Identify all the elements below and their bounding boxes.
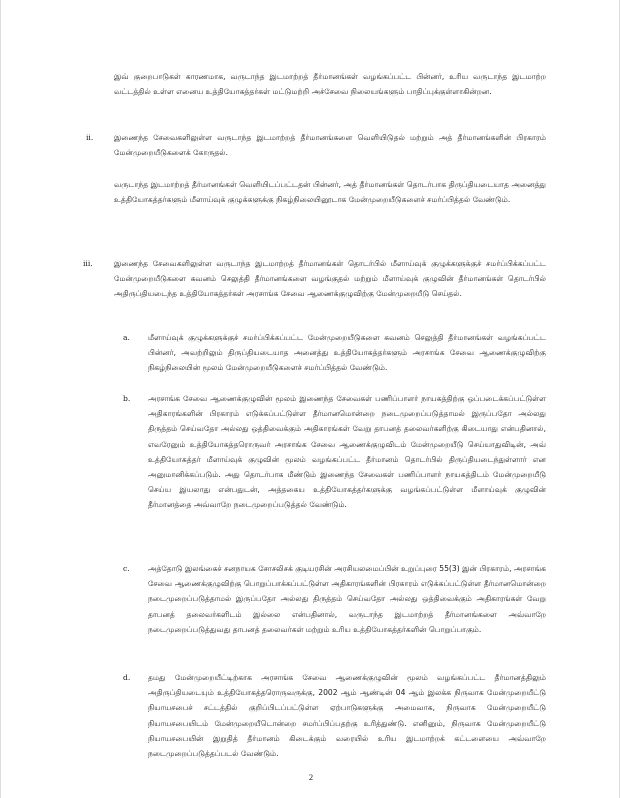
item-iii-heading: இணைந்த சேவைகளிலுள்ள வருடாந்த இடமாற்றத் தீர்மானங்கள் தொடர்பில் மீளாய்வுக் குழுக்களுக்குச் சமர்ப்பிக்கப்பட்ட மேன்முறையீடுகளை கவனம் செலுத்தி தீர்மானங்களை வழங்குதல் மற்றும் மீளாய்வுக் குழுவின் தீர்மானங்கள் தொடர்பில் அதிருப்தியடைந்த உத்தியோகத்தர்கள் அரசாங்க சேவை ஆணைக்குழுவிற்கு மேன்முறையீடு செய்தல். [114, 259, 546, 299]
subitem-marker-a: a. [123, 333, 130, 342]
subitem-b-text: அரசாங்க சேவை ஆணைக்குழுவின் மூலம் இணைந்த சேவைகள் பணிப்பாளர் நாயகத்திற்கு ஒப்படைக்கப்பட்டுள்ள அதிகாரங்களின் பிரகாரம் எடுக்கப்பட்டுள்ள தீர்மானமொன்றை நடைமுறைப்படுத்தாமல் இருப்பதோ அல்லது திருத்தம் செய்வதோ அல்லது ஒத்திவைக்கும் அதிகாரங்கள் வேறு தாபனத் தலைவர்களிற்கு கிடையாது என்பதினால், எவரேனும் உத்தியோகத்தரொருவர் அரசாங்க சேவை ஆணைக்குழுவிடம் மேன்முறையீடு செய்யாதுவிடின், அவ் உத்தியோகத்தர் மீளாய்வுக் குழுவின் மூலம் வழங்கப்பட்ட தீர்மானம் தொடர்பில் திருப்தியடைந்துள்ளார் என அனுமானிக்கப்படும். அது தொடர்பாக மீண்டும் இணைந்த சேவைகள் பணிப்பாளர் நாயகத்திடம் மேன்முறையீடு செய்ய இயலாது என்பதுடன், அத்தகைய உத்தியோகத்தர்களுக்கு வழங்கப்பட்டுள்ள மீளாய்வுக் குழுவின் தீர்மானத்தை அவ்வாறே நடைமுறைப்படுத்தல் வேண்டும். [148, 394, 546, 510]
list-marker-ii: ii. [86, 133, 94, 142]
item-ii-heading: இணைந்த சேவைகளிலுள்ள வருடாந்த இடமாற்றத் தீர்மானங்களை வெளியிடுதல் மற்றும் அத் தீர்மானங்களின் பிரகாரம் மேன்முறையீடுகளைக் கோருதல். [114, 133, 546, 158]
subitem-marker-c: c. [123, 564, 130, 573]
page-number: 2 [308, 772, 314, 782]
subitem-a-text: மீளாய்வுக் குழுக்களுக்குச் சமர்ப்பிக்கப்பட்ட மேன்முறையீடுகளை கவனம் செலுத்தி தீர்மானங்கள் வழங்கப்பட்ட பின்னர், அவற்றிலும் திருப்தியடையாத அனைத்து உத்தியோகத்தர்களும் அரசாங்க சேவை ஆணைக்குழுவிற்கு நிகழ்நிலையின் மூலம் மேன்முறையீடுகளைச் சமர்ப்பித்தல் வேண்டும். [148, 333, 546, 373]
subitem-c-text: அத்தோடு இலங்கைச் சனநாயக சோசலிசக் குடியரசின் அரசியலமைப்பின் உறுப்புரை 55(3) இன் பிரகாரம், அரசாங்க சேவை ஆணைக்குழுவிற்கு பொறுப்பாக்கப்பட்டுள்ள அதிகாரங்களின் பிரகாரம் எடுக்கப்பட்டுள்ள தீர்மானமொன்றை நடைமுறைப்படுத்தாமல் இருப்பதோ அல்லது திருத்தம் செய்வதோ அல்லது ஒத்திவைக்கும் அதிகாரங்கள் வேறு தாபனத் தலைவர்களிடம் இல்லை என்பதினால், வருடாந்த இடமாற்றத் தீர்மானங்களை அவ்வாறே நடைமுறைப்படுத்துவது தாபனத் தலைவர்கள் மற்றும் உரிய உத்தியோகத்தர்களின் பொறுப்பாகும். [148, 564, 546, 634]
item-ii-body: வருடாந்த இடமாற்றத் தீர்மானங்கள் வெளியிடப்பட்டதன் பின்னர், அத் தீர்மானங்கள் தொடர்பாக திருப்தியடையாத அனைத்து உத்தியோகத்தர்களும் மீளாய்வுக் குழுக்களுக்கு நிகழ்நிலையினூடாக மேன்முறையீடுகளைச் சமர்ப்பித்தல் வேண்டும். [114, 180, 546, 205]
subitem-marker-b: b. [123, 394, 131, 403]
list-marker-iii: iii. [83, 259, 93, 268]
subitem-d-text: தமது மேன்முறையீட்டிற்காக அரசாங்க சேவை ஆணைக்குழுவின் மூலம் வழங்கப்பட்ட தீர்மானத்திலும் அதிருப்தியடையும் உத்தியோகத்தரொருவருக்கு, 2002 ஆம் ஆண்டின் 04 ஆம் இலக்க நிருவாக மேன்முறையீட்டு நியாயசபைச் சட்டத்தில் குறிப்பிடப்பட்டுள்ள ஏற்பாடுகளுக்கு அமைவாக, நிருவாக மேன்முறையீட்டு நியாயசபையிடம் மேன்முறையீடொன்றை சமர்ப்பிப்பதற்கு உரித்துண்டு. எனினும், நிருவாக மேன்முறையீட்டு நியாயசபையின் இறுதித் தீர்மானம் கிடைக்கும் வரையில் உரிய இடமாற்றக் கட்டளையை அவ்வாறே நடைமுறைப்படுத்தப்படல் வேண்டும். [148, 673, 546, 759]
subitem-marker-d: d. [123, 673, 131, 682]
intro-paragraph: இவ் குறைபாடுகள் காரணமாக, வருடாந்த இடமாற்றத் தீர்மானங்கள் வழங்கப்பட்ட பின்னர், உரிய வருடாந்த இடமாற்ற வட்டத்தில் உள்ள எனைய உத்தியோகத்தர்கள் மட்டுமற்றி அச்சேவை நிலையங்களும் பாதிப்புக்குள்ளாகின்றன. [114, 72, 546, 97]
